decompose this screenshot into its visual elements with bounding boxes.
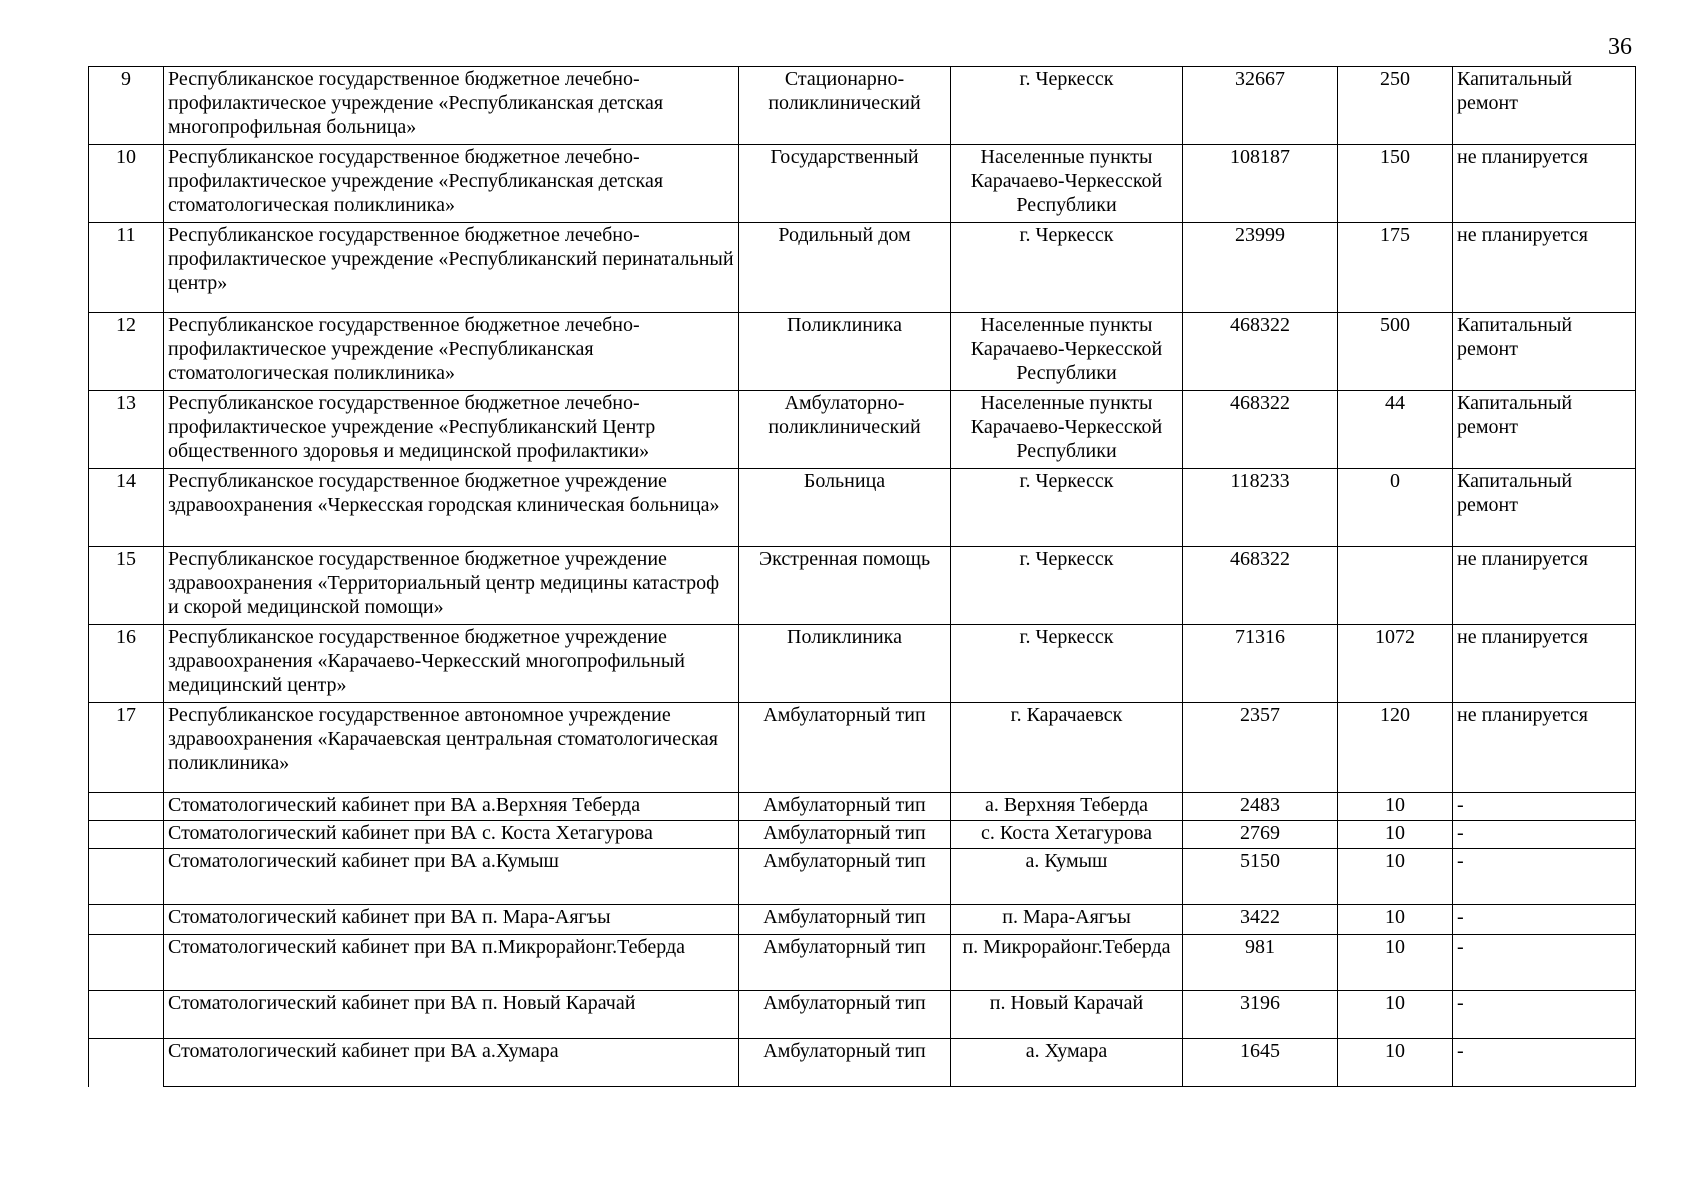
population-served: 108187 bbox=[1230, 146, 1290, 168]
repair-plan-cell bbox=[1453, 703, 1636, 793]
facility-location: а. Хумара bbox=[1025, 1040, 1108, 1062]
repair-plan-cell bbox=[1453, 469, 1636, 547]
facility-type-cell bbox=[739, 905, 951, 935]
facility-type-cell bbox=[739, 313, 951, 391]
repair-plan-cell bbox=[1453, 391, 1636, 469]
row-number-cell bbox=[89, 821, 164, 849]
facility-location-cell bbox=[951, 703, 1183, 793]
population-served-cell bbox=[1183, 313, 1338, 391]
repair-plan: Капитальный ремонт bbox=[1457, 470, 1573, 516]
row-number: 14 bbox=[116, 470, 136, 492]
facility-type-cell bbox=[739, 703, 951, 793]
row-number: 16 bbox=[116, 626, 136, 648]
table-row bbox=[89, 469, 1636, 547]
population-served: 468322 bbox=[1230, 314, 1290, 336]
row-number: 12 bbox=[116, 314, 136, 336]
population-served-cell bbox=[1183, 935, 1338, 991]
row-number: 17 bbox=[116, 704, 136, 726]
repair-plan: - bbox=[1457, 992, 1464, 1014]
repair-plan-cell bbox=[1453, 905, 1636, 935]
row-number: 9 bbox=[121, 68, 131, 90]
facility-type: Экстренная помощь bbox=[758, 548, 931, 570]
facility-type-cell bbox=[739, 849, 951, 905]
facility-location-cell bbox=[951, 935, 1183, 991]
facility-type: Амбулаторно-поликлинический bbox=[768, 392, 921, 438]
row-number-cell bbox=[89, 625, 164, 703]
facility-type-cell bbox=[739, 67, 951, 145]
row-number-cell bbox=[89, 313, 164, 391]
repair-plan-cell bbox=[1453, 991, 1636, 1039]
population-served: 2769 bbox=[1240, 822, 1280, 844]
population-served: 2483 bbox=[1240, 794, 1280, 816]
facility-name: Стоматологический кабинет при ВА п. Новый Карачай bbox=[168, 992, 636, 1014]
capacity-cell bbox=[1338, 1039, 1453, 1087]
page-number: 36 bbox=[1608, 34, 1632, 60]
facility-type: Амбулаторный тип bbox=[763, 704, 926, 726]
facility-name-cell bbox=[164, 469, 739, 547]
facility-name-cell bbox=[164, 849, 739, 905]
population-served: 5150 bbox=[1240, 850, 1280, 872]
facility-type: Стационарно-поликлинический bbox=[768, 68, 921, 114]
facility-location-cell bbox=[951, 991, 1183, 1039]
facility-location-cell bbox=[951, 1039, 1183, 1087]
facility-name-cell bbox=[164, 935, 739, 991]
facility-type: Амбулаторный тип bbox=[763, 794, 926, 816]
table-row bbox=[89, 821, 1636, 849]
capacity: 10 bbox=[1385, 1040, 1405, 1062]
table-row bbox=[89, 313, 1636, 391]
facility-name-cell bbox=[164, 991, 739, 1039]
facility-type: Амбулаторный тип bbox=[763, 850, 926, 872]
population-served: 71316 bbox=[1235, 626, 1285, 648]
facility-location: Населенные пункты Карачаево-Черкесской Республики bbox=[970, 392, 1163, 462]
repair-plan: Капитальный ремонт bbox=[1457, 68, 1573, 114]
capacity-cell bbox=[1338, 469, 1453, 547]
capacity: 0 bbox=[1390, 470, 1400, 492]
facility-location: п. Новый Карачай bbox=[989, 992, 1144, 1014]
facility-name-cell bbox=[164, 625, 739, 703]
population-served: 23999 bbox=[1235, 224, 1285, 246]
row-number: 11 bbox=[116, 224, 136, 246]
row-number-cell bbox=[89, 67, 164, 145]
capacity: 175 bbox=[1380, 224, 1410, 246]
facility-name-cell bbox=[164, 67, 739, 145]
row-number-cell bbox=[89, 469, 164, 547]
row-number-cell bbox=[89, 991, 164, 1039]
row-number-cell bbox=[89, 905, 164, 935]
population-served-cell bbox=[1183, 547, 1338, 625]
capacity-cell bbox=[1338, 935, 1453, 991]
facility-location: с. Коста Хетагурова bbox=[981, 822, 1152, 844]
facility-type: Поликлиника bbox=[787, 626, 902, 648]
capacity: 10 bbox=[1385, 822, 1405, 844]
facility-type-cell bbox=[739, 821, 951, 849]
row-number-cell bbox=[89, 703, 164, 793]
capacity: 44 bbox=[1385, 392, 1405, 414]
facility-location: г. Черкесск bbox=[1019, 626, 1114, 648]
facility-name-cell bbox=[164, 905, 739, 935]
table-row bbox=[89, 703, 1636, 793]
facility-name: Стоматологический кабинет при ВА а.Хумара bbox=[168, 1040, 559, 1062]
facility-type: Амбулаторный тип bbox=[763, 992, 926, 1014]
population-served: 3422 bbox=[1240, 906, 1280, 928]
population-served-cell bbox=[1183, 905, 1338, 935]
facility-type: Поликлиника bbox=[787, 314, 902, 336]
facility-type: Родильный дом bbox=[778, 224, 911, 246]
table-row bbox=[89, 1039, 1636, 1087]
repair-plan-cell bbox=[1453, 793, 1636, 821]
population-served: 2357 bbox=[1240, 704, 1280, 726]
table-row bbox=[89, 905, 1636, 935]
facility-name: Республиканское государственное автономное учреждение здравоохранения «Карачаевская центральная стоматологическая поликлиника» bbox=[168, 704, 718, 774]
facility-location-cell bbox=[951, 793, 1183, 821]
capacity: 10 bbox=[1385, 992, 1405, 1014]
facility-name-cell bbox=[164, 547, 739, 625]
facility-location-cell bbox=[951, 849, 1183, 905]
population-served: 981 bbox=[1245, 936, 1275, 958]
facility-location-cell bbox=[951, 547, 1183, 625]
facility-location-cell bbox=[951, 145, 1183, 223]
population-served: 468322 bbox=[1230, 392, 1290, 414]
facility-location-cell bbox=[951, 223, 1183, 313]
facility-name-cell bbox=[164, 821, 739, 849]
table-row bbox=[89, 849, 1636, 905]
capacity: 10 bbox=[1385, 794, 1405, 816]
repair-plan-cell bbox=[1453, 849, 1636, 905]
facility-location: г. Черкесск bbox=[1019, 68, 1114, 90]
capacity: 1072 bbox=[1375, 626, 1415, 648]
repair-plan-cell bbox=[1453, 67, 1636, 145]
facility-name-cell bbox=[164, 1039, 739, 1087]
facility-type: Государственный bbox=[770, 146, 919, 168]
repair-plan-cell bbox=[1453, 145, 1636, 223]
repair-plan-cell bbox=[1453, 547, 1636, 625]
facility-name: Республиканское государственное бюджетное лечебно-профилактическое учреждение «Республиканский Центр общественного здоровья и медицинской профилактики» bbox=[168, 392, 656, 462]
capacity: 500 bbox=[1380, 314, 1410, 336]
population-served-cell bbox=[1183, 991, 1338, 1039]
row-number: 15 bbox=[116, 548, 136, 570]
facility-type-cell bbox=[739, 1039, 951, 1087]
facility-location: Населенные пункты Карачаево-Черкесской Республики bbox=[970, 146, 1163, 216]
population-served-cell bbox=[1183, 793, 1338, 821]
population-served-cell bbox=[1183, 391, 1338, 469]
facility-name: Республиканское государственное бюджетное лечебно-профилактическое учреждение «Республиканский перинатальный центр» bbox=[168, 224, 734, 294]
facility-type-cell bbox=[739, 793, 951, 821]
row-number-cell bbox=[89, 145, 164, 223]
row-number-cell bbox=[89, 223, 164, 313]
row-number-cell bbox=[89, 935, 164, 991]
capacity-cell bbox=[1338, 625, 1453, 703]
facility-type: Амбулаторный тип bbox=[763, 906, 926, 928]
table-row bbox=[89, 935, 1636, 991]
facility-location: г. Карачаевск bbox=[1010, 704, 1123, 726]
capacity-cell bbox=[1338, 703, 1453, 793]
capacity-cell bbox=[1338, 991, 1453, 1039]
population-served: 468322 bbox=[1230, 548, 1290, 570]
facility-location-cell bbox=[951, 625, 1183, 703]
repair-plan: - bbox=[1457, 906, 1464, 928]
row-number: 13 bbox=[116, 392, 136, 414]
repair-plan: - bbox=[1457, 822, 1464, 844]
capacity: 10 bbox=[1385, 936, 1405, 958]
facility-type-cell bbox=[739, 991, 951, 1039]
population-served-cell bbox=[1183, 703, 1338, 793]
facility-type: Амбулаторный тип bbox=[763, 1040, 926, 1062]
facility-location: г. Черкесск bbox=[1019, 224, 1114, 246]
table-row bbox=[89, 391, 1636, 469]
facility-location: а. Верхняя Теберда bbox=[984, 794, 1149, 816]
table-row bbox=[89, 145, 1636, 223]
capacity-cell bbox=[1338, 313, 1453, 391]
population-served: 118233 bbox=[1230, 470, 1290, 492]
facility-location-cell bbox=[951, 821, 1183, 849]
repair-plan-cell bbox=[1453, 1039, 1636, 1087]
population-served-cell bbox=[1183, 625, 1338, 703]
repair-plan: не планируется bbox=[1457, 146, 1588, 168]
facility-name: Стоматологический кабинет при ВА п. Мара-Аягъы bbox=[168, 906, 611, 928]
facility-location: г. Черкесск bbox=[1019, 548, 1114, 570]
facility-type-cell bbox=[739, 469, 951, 547]
capacity: 120 bbox=[1380, 704, 1410, 726]
facilities-table bbox=[88, 66, 1636, 1087]
repair-plan: - bbox=[1457, 794, 1464, 816]
population-served-cell bbox=[1183, 469, 1338, 547]
repair-plan: не планируется bbox=[1457, 548, 1588, 570]
capacity-cell bbox=[1338, 905, 1453, 935]
repair-plan: - bbox=[1457, 1040, 1464, 1062]
population-served-cell bbox=[1183, 223, 1338, 313]
facility-name: Республиканское государственное бюджетное лечебно-профилактическое учреждение «Республиканская детская стоматологическая поликлиника» bbox=[168, 146, 664, 216]
facility-type-cell bbox=[739, 625, 951, 703]
facility-name-cell bbox=[164, 313, 739, 391]
facility-location: п. Мара-Аягъы bbox=[1002, 906, 1131, 928]
facility-name: Стоматологический кабинет при ВА а.Кумыш bbox=[168, 850, 559, 872]
repair-plan-cell bbox=[1453, 313, 1636, 391]
population-served: 32667 bbox=[1235, 68, 1285, 90]
facility-name-cell bbox=[164, 145, 739, 223]
facility-name: Республиканское государственное бюджетное учреждение здравоохранения «Территориальный центр медицины катастроф и скорой медицинской помощи» bbox=[168, 548, 720, 618]
facility-name: Стоматологический кабинет при ВА с. Коста Хетагурова bbox=[168, 822, 653, 844]
capacity-cell bbox=[1338, 821, 1453, 849]
population-served-cell bbox=[1183, 821, 1338, 849]
capacity: 250 bbox=[1380, 68, 1410, 90]
repair-plan-cell bbox=[1453, 223, 1636, 313]
repair-plan-cell bbox=[1453, 935, 1636, 991]
facility-type-cell bbox=[739, 391, 951, 469]
facility-type-cell bbox=[739, 547, 951, 625]
capacity-cell bbox=[1338, 391, 1453, 469]
population-served-cell bbox=[1183, 67, 1338, 145]
population-served-cell bbox=[1183, 145, 1338, 223]
capacity-cell bbox=[1338, 223, 1453, 313]
facility-name: Республиканское государственное бюджетное лечебно-профилактическое учреждение «Республиканская стоматологическая поликлиника» bbox=[168, 314, 640, 384]
facility-location-cell bbox=[951, 905, 1183, 935]
facility-location-cell bbox=[951, 67, 1183, 145]
facility-location: Населенные пункты Карачаево-Черкесской Республики bbox=[970, 314, 1163, 384]
row-number-cell bbox=[89, 849, 164, 905]
capacity-cell bbox=[1338, 849, 1453, 905]
repair-plan: не планируется bbox=[1457, 626, 1588, 648]
table-row bbox=[89, 67, 1636, 145]
facility-name: Республиканское государственное бюджетное учреждение здравоохранения «Черкесская городская клиническая больница» bbox=[168, 470, 720, 516]
repair-plan: - bbox=[1457, 936, 1464, 958]
row-number: 10 bbox=[116, 146, 136, 168]
facility-type: Амбулаторный тип bbox=[763, 936, 926, 958]
row-number-cell bbox=[89, 1039, 164, 1087]
facility-location: п. Микрорайонг.Теберда bbox=[962, 936, 1171, 958]
table-row bbox=[89, 793, 1636, 821]
facility-name: Стоматологический кабинет при ВА п.Микрорайонг.Теберда bbox=[168, 936, 686, 958]
facility-location-cell bbox=[951, 313, 1183, 391]
repair-plan: Капитальный ремонт bbox=[1457, 314, 1573, 360]
facility-location-cell bbox=[951, 469, 1183, 547]
capacity-cell bbox=[1338, 145, 1453, 223]
facility-name-cell bbox=[164, 223, 739, 313]
population-served: 3196 bbox=[1240, 992, 1280, 1014]
capacity-cell bbox=[1338, 547, 1453, 625]
facility-name: Республиканское государственное бюджетное лечебно-профилактическое учреждение «Республиканская детская многопрофильная больница» bbox=[168, 68, 664, 138]
population-served-cell bbox=[1183, 849, 1338, 905]
facility-type: Больница bbox=[803, 470, 886, 492]
facility-location-cell bbox=[951, 391, 1183, 469]
facility-name: Республиканское государственное бюджетное учреждение здравоохранения «Карачаево-Черкесский многопрофильный медицинский центр» bbox=[168, 626, 685, 696]
capacity: 10 bbox=[1385, 906, 1405, 928]
repair-plan-cell bbox=[1453, 625, 1636, 703]
facility-type-cell bbox=[739, 223, 951, 313]
facility-name-cell bbox=[164, 793, 739, 821]
row-number-cell bbox=[89, 547, 164, 625]
capacity-cell bbox=[1338, 67, 1453, 145]
row-number-cell bbox=[89, 793, 164, 821]
repair-plan: - bbox=[1457, 850, 1464, 872]
repair-plan: не планируется bbox=[1457, 224, 1588, 246]
table-row bbox=[89, 223, 1636, 313]
facility-name-cell bbox=[164, 703, 739, 793]
repair-plan-cell bbox=[1453, 821, 1636, 849]
table-row bbox=[89, 625, 1636, 703]
capacity-cell bbox=[1338, 793, 1453, 821]
repair-plan: Капитальный ремонт bbox=[1457, 392, 1573, 438]
facility-location: а. Кумыш bbox=[1025, 850, 1108, 872]
table-row bbox=[89, 547, 1636, 625]
repair-plan: не планируется bbox=[1457, 704, 1588, 726]
facility-type-cell bbox=[739, 145, 951, 223]
capacity: 150 bbox=[1380, 146, 1410, 168]
capacity: 10 bbox=[1385, 850, 1405, 872]
population-served-cell bbox=[1183, 1039, 1338, 1087]
table-row bbox=[89, 991, 1636, 1039]
row-number-cell bbox=[89, 391, 164, 469]
facility-location: г. Черкесск bbox=[1019, 470, 1114, 492]
population-served: 1645 bbox=[1240, 1040, 1280, 1062]
facility-type-cell bbox=[739, 935, 951, 991]
facility-type: Амбулаторный тип bbox=[763, 822, 926, 844]
facility-name: Стоматологический кабинет при ВА а.Верхняя Теберда bbox=[168, 794, 641, 816]
facility-name-cell bbox=[164, 391, 739, 469]
